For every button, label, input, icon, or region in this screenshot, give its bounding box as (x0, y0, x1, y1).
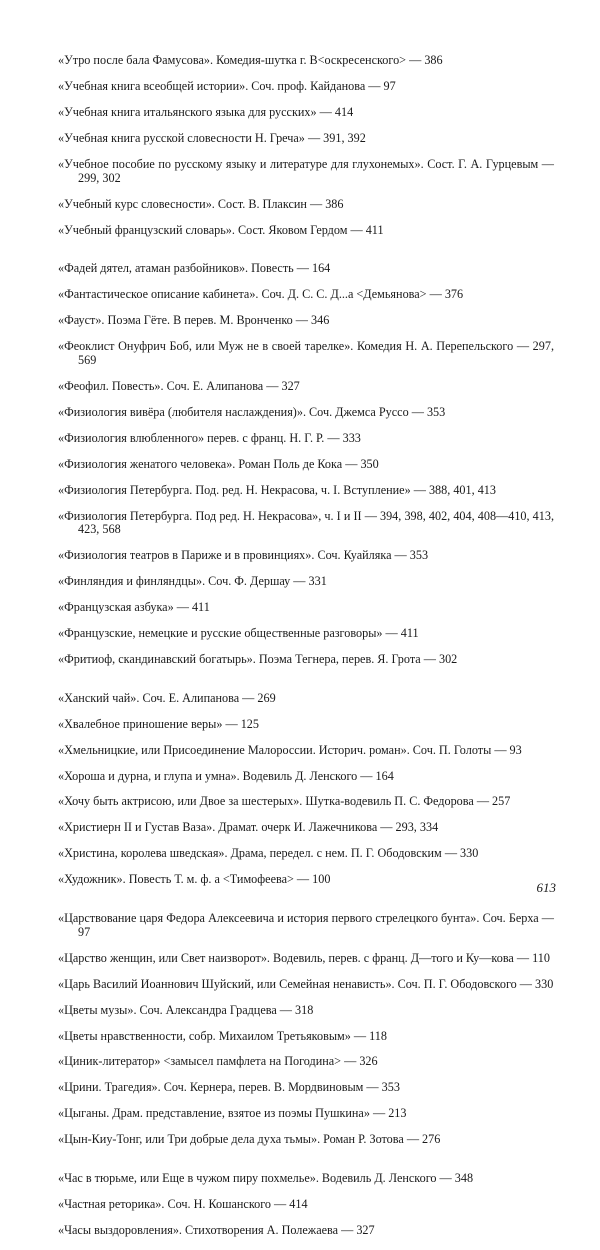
index-section-u (58, 54, 554, 237)
index-entry: «Цветы музы». Соч. Александра Градцева — 318 (58, 1002, 314, 1017)
index-entry: «Фауст». Поэма Гёте. В перев. М. Вронченко — 346 (58, 313, 330, 328)
index-entry: «Цыганы. Драм. представление, взятое из поэмы Пушкина» — 213 (58, 1106, 407, 1121)
index-entry: «Циник-литератор» <замысел памфлета на Погодина> — 326 (58, 1054, 378, 1069)
index-entry: «Црини. Трагедия». Соч. Кернера, перев. В. Мордвиновым — 353 (58, 1080, 400, 1095)
index-entry: «Физиология вивёра (любителя наслаждения)». Соч. Джемса Руссо — 353 (58, 404, 446, 419)
index-entry: «Художник». Повесть Т. м. ф. а <Тимофеева> — 100 (58, 872, 331, 887)
index-entry: «Феофил. Повесть». Соч. Е. Алипанова — 327 (58, 378, 300, 393)
index-entry: «Учебная книга итальянского языка для русских» — 414 (58, 105, 354, 120)
index-entry: «Царствование царя Федора Алексеевича и история первого стрелецкого бунта». Соч. Берха — 97 (58, 911, 554, 939)
index-entry: «Хмельницкие, или Присоединение Малороссии. Историч. роман». Соч. П. Голоты — 93 (58, 742, 522, 757)
index-entry: «Физиология Петербурга. Под. ред. Н. Некрасова, ч. I. Вступление» — 388, 401, 413 (58, 482, 496, 497)
index-entry: «Час в тюрьме, или Еще в чужом пиру похмелье». Водевиль Д. Ленского — 348 (58, 1171, 474, 1185)
index-entry: «Французская азбука» — 411 (58, 600, 210, 615)
index-entry: «Цветы нравственности, собр. Михаилом Третьяковым» — 118 (58, 1028, 387, 1043)
index-entry: «Физиология влюбленного» перев. с франц. Н. Г. Р. — 333 (58, 430, 361, 445)
index-section-f (58, 262, 554, 666)
index-entry: «Физиология Петербурга. Под ред. Н. Некрасова», ч. I и II — 394, 398, 402, 404, 408—410, 413, 423, 568 (58, 508, 554, 537)
index-entry: «Феоклист Онуфрич Боб, или Муж не в своей тарелке». Комедия Н. А. Перепельского — 297, 569 (58, 339, 554, 367)
index-section-ch (58, 1172, 554, 1238)
index-entry: «Часы выздоровления». Стихотворения А. Полежаева — 327 (58, 1222, 375, 1237)
index-entry: «Учебная книга всеобщей истории». Соч. проф. Кайданова — 97 (58, 79, 396, 94)
index-section-ts (58, 912, 554, 1147)
index-entry: «Цын-Киу-Тонг, или Три добрые дела духа тьмы». Роман Р. Зотова — 276 (58, 1132, 441, 1147)
index-entry: «Частная реторика». Соч. Н. Кошанского — 414 (58, 1196, 308, 1211)
index-entry: «Утро после бала Фамусова». Комедия-шутка г. В<оскресенского> — 386 (58, 53, 443, 68)
index-entry: «Фритиоф, скандинавский богатырь». Поэма Тегнера, перев. Я. Грота — 302 (58, 651, 458, 666)
index-section-kh (58, 692, 554, 887)
index-entry: «Учебное пособие по русскому языку и литературе для глухонемых». Сост. Г. А. Гурцевым — 299, 302 (58, 156, 554, 185)
index-entry: «Фадей дятел, атаман разбойников». Повесть — 164 (58, 261, 331, 276)
index-entry: «Учебный французский словарь». Сост. Яковом Гердом — 411 (58, 222, 384, 237)
index-entry: «Французские, немецкие и русские общественные разговоры» — 411 (58, 626, 419, 640)
index-entry: «Физиология женатого человека». Роман Поль де Кока — 350 (58, 456, 379, 471)
index-entry: «Хочу быть актрисою, или Двое за шестерых». Шутка-водевиль П. С. Федорова — 257 (58, 794, 511, 809)
index-entry: «Учебный курс словесности». Сост. В. Плаксин — 386 (58, 196, 344, 211)
index-entry: «Учебная книга русской словесности Н. Греча» — 391, 392 (58, 131, 366, 145)
index-entry: «Царь Василий Иоаннович Шуйский, или Семейная ненависть». Соч. П. Г. Ободовского — 330 (58, 976, 554, 991)
index-entry: «Финляндия и финляндцы». Соч. Ф. Дершау — 331 (58, 574, 327, 589)
index-entry: «Хвалебное приношение веры» — 125 (58, 716, 259, 731)
index-entry: «Фантастическое описание кабинета». Соч. Д. С. С. Д...а <Демьянова> — 376 (58, 287, 464, 302)
page-number: 613 (536, 880, 556, 895)
index-page (58, 42, 554, 1250)
index-entry: «Ханский чай». Соч. Е. Алипанова — 269 (58, 690, 276, 705)
index-entry: «Христиерн II и Густав Ваза». Драмат. очерк И. Лажечникова — 293, 334 (58, 820, 439, 835)
index-entry: «Хороша и дурна, и глупа и умна». Водевиль Д. Ленского — 164 (58, 768, 394, 783)
index-entry: «Царство женщин, или Свет наизворот». Водевиль, перев. с франц. Д—того и Ку—кова — 110 (58, 950, 550, 965)
index-entry: «Христина, королева шведская». Драма, передел. с нем. П. Г. Ободовским — 330 (58, 846, 479, 861)
index-entry: «Физиология театров в Париже и в провинциях». Соч. Куайляка — 353 (58, 548, 429, 563)
